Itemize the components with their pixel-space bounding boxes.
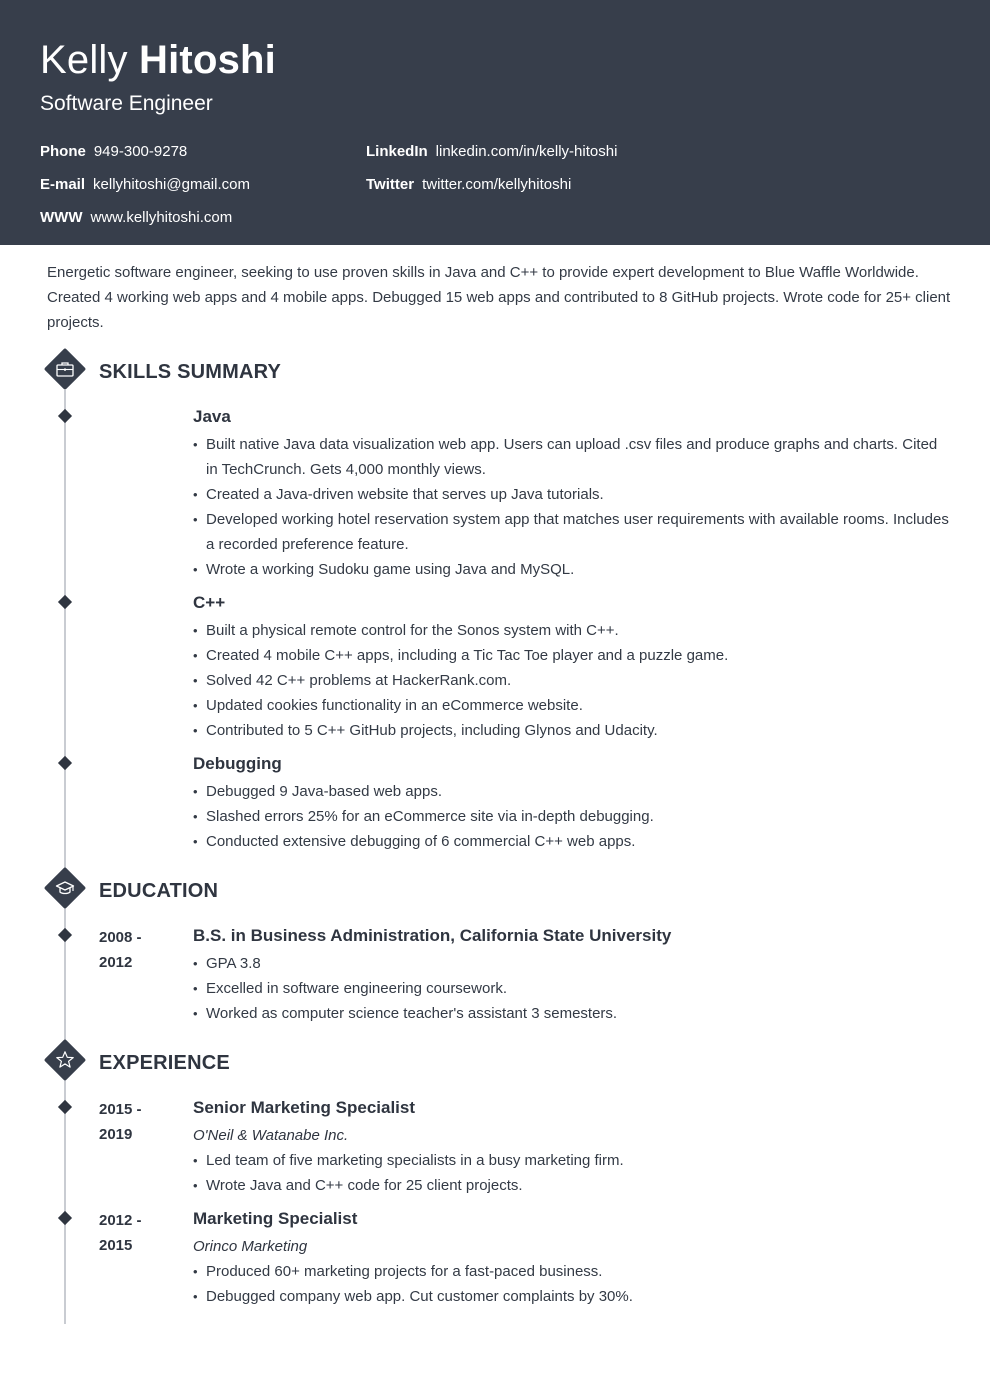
timeline-node bbox=[58, 595, 72, 609]
skill-group-title: C++ bbox=[193, 593, 226, 612]
contact-email-label: E-mail bbox=[40, 176, 86, 193]
list-item: • Worked as computer science teacher's assistant 3 semesters. bbox=[193, 1001, 953, 1026]
position-title: Senior Marketing Specialist bbox=[193, 1098, 416, 1117]
date-end: 2015 bbox=[99, 1237, 133, 1254]
contact-twitter bbox=[366, 175, 571, 195]
list-item: • Solved 42 C++ problems at HackerRank.com. bbox=[193, 668, 953, 693]
profile-summary: Energetic software engineer, seeking to use proven skills in Java and C++ to provide expert development to Blue Waffle Worldwide. Created 4 working web apps and 4 mobile apps. Debugged 15 web apps and contributed to 8 GitHub projects. Wrote code for 25+ client projects. bbox=[47, 264, 951, 331]
list-item: • Updated cookies functionality in an eCommerce website. bbox=[193, 693, 953, 718]
list-item: • Developed working hotel reservation system app that matches user requirements with available rooms. Includes a recorded preference feature. bbox=[193, 507, 953, 557]
briefcase-icon bbox=[47, 351, 83, 387]
education-bullets bbox=[193, 951, 953, 1026]
contact-email-value[interactable]: kellyhitoshi@gmail.com bbox=[93, 176, 250, 193]
degree-title: B.S. in Business Administration, California State University bbox=[193, 926, 672, 945]
position-title: Marketing Specialist bbox=[193, 1209, 358, 1228]
job-title: Software Engineer bbox=[40, 92, 213, 115]
date-start: 2012 - bbox=[99, 1212, 142, 1229]
skill-group-title: Debugging bbox=[193, 754, 282, 773]
list-item: • Contributed to 5 C++ GitHub projects, including Glynos and Udacity. bbox=[193, 718, 953, 743]
contact-www-value[interactable]: www.kellyhitoshi.com bbox=[90, 209, 233, 226]
timeline-node bbox=[58, 1100, 72, 1114]
graduation-cap-icon bbox=[47, 870, 83, 906]
resume-header bbox=[0, 0, 990, 245]
contact-www bbox=[40, 208, 232, 228]
contact-linkedin-value[interactable]: linkedin.com/in/kelly-hitoshi bbox=[435, 143, 618, 160]
list-item: • Debugged company web app. Cut customer complaints by 30%. bbox=[193, 1284, 953, 1309]
date-start: 2008 - bbox=[99, 929, 142, 946]
company-name: Orinco Marketing bbox=[193, 1238, 308, 1255]
contact-email bbox=[40, 175, 250, 195]
date-start: 2015 - bbox=[99, 1101, 142, 1118]
contact-phone-value[interactable]: 949-300-9278 bbox=[93, 143, 188, 160]
list-item: • Built a physical remote control for the Sonos system with C++. bbox=[193, 618, 953, 643]
list-item: • Excelled in software engineering coursework. bbox=[193, 976, 953, 1001]
experience-bullets bbox=[193, 1259, 953, 1309]
experience-bullets bbox=[193, 1148, 953, 1198]
list-item: • Debugged 9 Java-based web apps. bbox=[193, 779, 953, 804]
skill-bullets-cpp bbox=[193, 618, 953, 743]
contact-www-label: WWW bbox=[40, 209, 83, 226]
timeline-line bbox=[64, 390, 66, 1324]
entry-date bbox=[99, 925, 179, 975]
skill-bullets-debugging bbox=[193, 779, 953, 854]
list-item: • Wrote Java and C++ code for 25 client projects. bbox=[193, 1173, 953, 1198]
company-name: O'Neil & Watanabe Inc. bbox=[193, 1127, 349, 1144]
star-icon bbox=[47, 1042, 83, 1078]
last-name: Hitoshi bbox=[139, 38, 276, 82]
skill-bullets-java bbox=[193, 432, 953, 582]
contact-phone bbox=[40, 142, 187, 162]
entry-date bbox=[99, 1097, 179, 1147]
contact-phone-label: Phone bbox=[40, 143, 86, 160]
timeline-node bbox=[58, 756, 72, 770]
timeline-node bbox=[58, 928, 72, 942]
first-name: Kelly bbox=[40, 38, 128, 82]
entry-date bbox=[99, 1208, 179, 1258]
list-item: • GPA 3.8 bbox=[193, 951, 953, 976]
list-item: • Led team of five marketing specialists in a busy marketing firm. bbox=[193, 1148, 953, 1173]
timeline-node bbox=[58, 409, 72, 423]
contact-twitter-value[interactable]: twitter.com/kellyhitoshi bbox=[422, 176, 572, 193]
section-title-experience: EXPERIENCE bbox=[99, 1052, 230, 1074]
list-item: • Created 4 mobile C++ apps, including a Tic Tac Toe player and a puzzle game. bbox=[193, 643, 953, 668]
list-item: • Slashed errors 25% for an eCommerce site via in-depth debugging. bbox=[193, 804, 953, 829]
section-title-education: EDUCATION bbox=[99, 880, 219, 902]
list-item: • Produced 60+ marketing projects for a fast-paced business. bbox=[193, 1259, 953, 1284]
timeline-node bbox=[58, 1211, 72, 1225]
contact-linkedin bbox=[366, 142, 617, 162]
contact-twitter-label: Twitter bbox=[366, 176, 415, 193]
date-end: 2012 bbox=[99, 954, 133, 971]
list-item: • Conducted extensive debugging of 6 commercial C++ web apps. bbox=[193, 829, 953, 854]
skill-group-title: Java bbox=[193, 407, 231, 426]
list-item: • Created a Java-driven website that serves up Java tutorials. bbox=[193, 482, 953, 507]
contact-linkedin-label: LinkedIn bbox=[366, 143, 428, 160]
candidate-name bbox=[40, 36, 276, 84]
section-title-skills: SKILLS SUMMARY bbox=[99, 361, 282, 383]
list-item: • Built native Java data visualization web app. Users can upload .csv files and produce graphs and charts. Cited in TechCrunch. Gets 4,000 monthly views. bbox=[193, 432, 953, 482]
list-item: • Wrote a working Sudoku game using Java and MySQL. bbox=[193, 557, 953, 582]
date-end: 2019 bbox=[99, 1126, 133, 1143]
